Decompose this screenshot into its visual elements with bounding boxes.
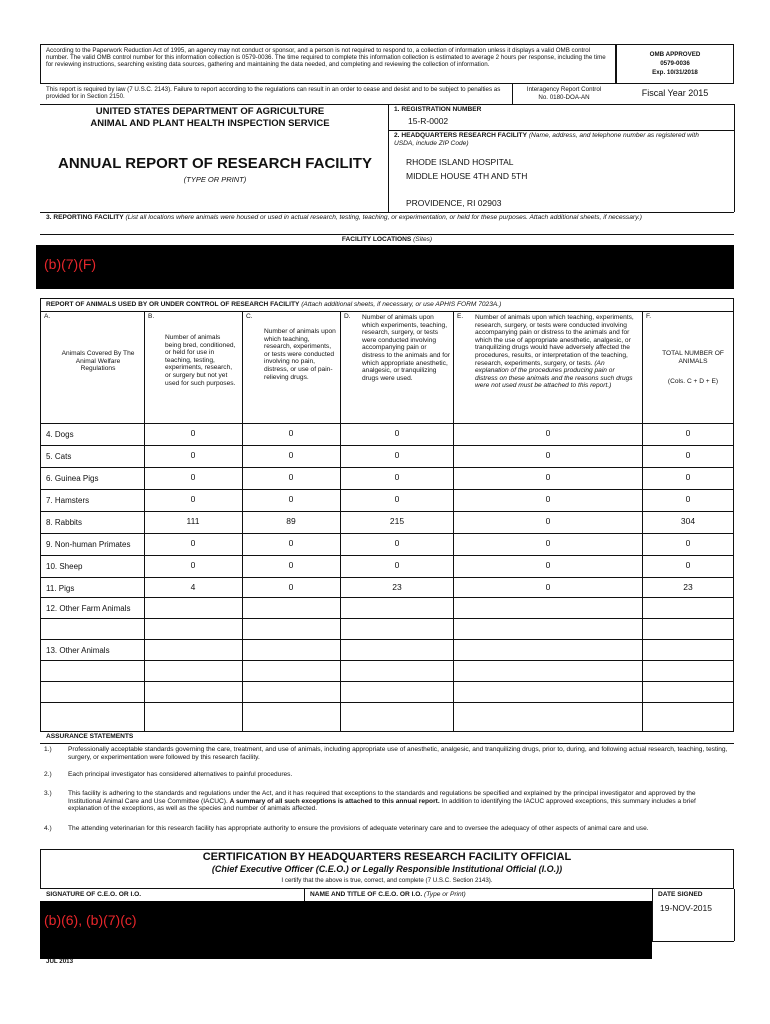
divider bbox=[40, 660, 734, 661]
law-notice: This report is required by law (7 U.S.C. 2143). Failure to report according to the regulations can result in an order to cease and desist and to be subject to penalties as provided for in Section 2150. bbox=[46, 86, 501, 101]
row-label: 7. Hamsters bbox=[46, 496, 90, 505]
col-f-formula: (Cols. C + D + E) bbox=[667, 378, 719, 385]
col-d-letter: D. bbox=[344, 313, 351, 320]
row-label: 6. Guinea Pigs bbox=[46, 474, 99, 483]
col-b-header: Number of animals being bred, conditioned, or held for use in teaching, testing, experiments, research, or surgery but not yet used for such purposes. bbox=[165, 334, 236, 387]
col-e-header bbox=[475, 314, 639, 390]
divider bbox=[40, 681, 734, 682]
cell-col-f: 23 bbox=[683, 582, 693, 592]
redaction-code: (b)(6), (b)(7)(c) bbox=[44, 912, 137, 928]
name-title-label bbox=[310, 891, 466, 899]
cell-col-b: 0 bbox=[190, 494, 196, 504]
cell-col-f: 0 bbox=[685, 450, 691, 460]
omb-number: 0579-0036 bbox=[660, 60, 690, 67]
divider bbox=[40, 234, 734, 235]
cell-col-e: 0 bbox=[545, 472, 551, 482]
cell-col-e: 0 bbox=[545, 494, 551, 504]
divider bbox=[40, 445, 734, 446]
divider bbox=[40, 555, 734, 556]
omb-title: OMB APPROVED bbox=[649, 51, 701, 58]
cell-col-d: 0 bbox=[394, 538, 400, 548]
redacted-signature bbox=[40, 901, 652, 959]
divider bbox=[40, 702, 734, 703]
name-title-label-main: NAME AND TITLE OF C.E.O. OR I.O. bbox=[310, 891, 423, 898]
divider bbox=[734, 889, 735, 941]
divider bbox=[144, 311, 145, 732]
animal-report-label: REPORT OF ANIMALS USED BY OR UNDER CONTROL OF RESEARCH FACILITY bbox=[46, 301, 300, 308]
animal-report-title bbox=[46, 301, 726, 309]
assurance-num-3: 3.) bbox=[44, 790, 52, 797]
assurance-text-1: Professionally acceptable standards governing the care, treatment, and use of animals, including appropriate use of anesthetic, analgesic, and tranquilizing drugs, prior to, during, and following actual research, teaching, testing, surgery, or experimentation were followed by this research facility. bbox=[68, 746, 728, 761]
col-a-header: Animals Covered By The Animal Welfare Regulations bbox=[61, 350, 135, 373]
divider bbox=[40, 597, 734, 598]
cell-col-b: 0 bbox=[190, 472, 196, 482]
date-signed-value: 19-NOV-2015 bbox=[660, 903, 712, 913]
registration-label: 1. REGISTRATION NUMBER bbox=[394, 106, 482, 113]
col-a-letter: A. bbox=[44, 313, 51, 320]
certification-statement: I certify that the above is true, correct, and complete (7 U.S.C. Section 2143). bbox=[281, 877, 493, 884]
col-c-header: Number of animals upon which teaching, research, experiments, or tests were conducted involving no pain, distress, or use of pain-relieving drugs. bbox=[264, 328, 336, 381]
cell-col-f: 0 bbox=[685, 560, 691, 570]
divider bbox=[388, 104, 389, 212]
col-e-note: (An explanation of the procedures producing pain or distress on these animals and the reasons such drugs were not used must be attached to this report.) bbox=[475, 359, 633, 390]
assurance-num-1: 1.) bbox=[44, 746, 52, 753]
divider bbox=[40, 467, 734, 468]
hq-name: RHODE ISLAND HOSPITAL bbox=[406, 157, 514, 167]
col-f-header: TOTAL NUMBER OF ANIMALS bbox=[662, 350, 724, 365]
cell-col-c: 0 bbox=[288, 494, 294, 504]
divider bbox=[40, 511, 734, 512]
cell-col-c: 89 bbox=[286, 516, 296, 526]
sites-label-note: (Sites) bbox=[411, 236, 433, 243]
cell-col-e: 0 bbox=[545, 450, 551, 460]
cell-col-e: 0 bbox=[545, 560, 551, 570]
cell-col-d: 0 bbox=[394, 428, 400, 438]
cell-col-f: 0 bbox=[685, 538, 691, 548]
interagency-number: No. 0180-DOA-AN bbox=[538, 94, 590, 101]
divider bbox=[40, 104, 734, 105]
cell-col-d: 23 bbox=[392, 582, 402, 592]
assurance-text-3c: In addition to identifying the IACUC approved exceptions, this summary includes a brief explanation of the exceptions, as well as the species and number of animals affected. bbox=[68, 797, 696, 813]
divider bbox=[453, 311, 454, 732]
registration-number: 15-R-0002 bbox=[408, 116, 449, 126]
agency-name: UNITED STATES DEPARTMENT OF AGRICULTURE bbox=[95, 106, 325, 117]
cell-col-e: 0 bbox=[545, 582, 551, 592]
reporting-facility-label bbox=[46, 214, 730, 222]
row-label: 13. Other Animals bbox=[46, 646, 110, 655]
divider bbox=[40, 743, 734, 744]
cell-col-b: 0 bbox=[190, 560, 196, 570]
redaction-code: (b)(7)(F) bbox=[44, 256, 97, 272]
cell-col-d: 215 bbox=[389, 516, 405, 526]
cell-col-d: 0 bbox=[394, 472, 400, 482]
cell-col-b: 0 bbox=[190, 428, 196, 438]
divider bbox=[652, 941, 734, 942]
assurance-text-3 bbox=[68, 790, 728, 813]
cell-col-c: 0 bbox=[288, 450, 294, 460]
col-e-letter: E. bbox=[457, 313, 464, 320]
reporting-label-main: 3. REPORTING FACILITY bbox=[46, 214, 124, 221]
sites-label: FACILITY LOCATIONS bbox=[341, 236, 412, 243]
redacted-facility-locations bbox=[36, 245, 734, 289]
omb-expiration: Exp. 10/31/2018 bbox=[652, 69, 698, 76]
facility-locations-label bbox=[40, 236, 734, 244]
interagency-label: Interagency Report Control bbox=[526, 86, 602, 93]
cell-col-b: 0 bbox=[190, 450, 196, 460]
cell-col-c: 0 bbox=[288, 428, 294, 438]
cell-col-b: 4 bbox=[190, 582, 196, 592]
certification-title: CERTIFICATION BY HEADQUARTERS RESEARCH FACILITY OFFICIAL bbox=[202, 851, 572, 863]
assurance-text-2: Each principal investigator has considered alternatives to painful procedures. bbox=[68, 771, 293, 778]
cell-col-c: 0 bbox=[288, 538, 294, 548]
assurance-num-4: 4.) bbox=[44, 825, 52, 832]
certification-subtitle: (Chief Executive Officer (C.E.O.) or Legally Responsible Institutional Official (I.O.)) bbox=[211, 864, 563, 874]
cell-col-f: 304 bbox=[680, 516, 696, 526]
divider bbox=[734, 104, 735, 212]
col-e-text: Number of animals upon which teaching, experiments, research, surgery, or tests were conducted involving accompanying pain or distress to the animals and for which the use of appropriate anesthetic, analgesic, or tranquilizing drugs would have adversely affected the procedures, results, or interpretation of the teaching, research, experiments, surgery, or tests. bbox=[475, 314, 634, 367]
hq-city: PROVIDENCE, RI 02903 bbox=[406, 198, 502, 208]
hq-address: MIDDLE HOUSE 4TH AND 5TH bbox=[406, 171, 528, 181]
cell-col-c: 0 bbox=[288, 560, 294, 570]
cell-col-b: 0 bbox=[190, 538, 196, 548]
row-label: 5. Cats bbox=[46, 452, 72, 461]
name-title-label-note: (Type or Print) bbox=[422, 891, 466, 898]
row-label: 10. Sheep bbox=[46, 562, 83, 571]
divider bbox=[642, 311, 643, 732]
fiscal-year: Fiscal Year 2015 bbox=[641, 88, 709, 98]
divider bbox=[304, 889, 305, 901]
cell-col-d: 0 bbox=[394, 450, 400, 460]
assurance-text-4: The attending veterinarian for this research facility has appropriate authority to ensure the provisions of adequate veterinary care and to oversee the adequacy of other aspects of animal care and use. bbox=[68, 825, 649, 832]
divider bbox=[40, 639, 734, 640]
report-title: ANNUAL REPORT OF RESEARCH FACILITY bbox=[58, 155, 372, 172]
cell-col-e: 0 bbox=[545, 428, 551, 438]
row-label: 11. Pigs bbox=[46, 584, 75, 593]
agency-service: ANIMAL AND PLANT HEALTH INSPECTION SERVICE bbox=[90, 118, 330, 129]
cell-col-d: 0 bbox=[394, 560, 400, 570]
form-date: JUL 2013 bbox=[46, 958, 74, 965]
divider bbox=[340, 311, 341, 732]
col-d-header: Number of animals upon which experiments, teaching, research, surgery, or tests were conducted involving accompanying pain or distress to the animals and for which appropriate anesthetic, analgesic, or tranquilizing drugs were used. bbox=[362, 314, 450, 382]
row-label: 12. Other Farm Animals bbox=[46, 604, 131, 613]
type-or-print: (TYPE OR PRINT) bbox=[183, 175, 247, 184]
hq-label-main: 2. HEADQUARTERS RESEARCH FACILITY bbox=[394, 132, 527, 139]
cell-col-c: 0 bbox=[288, 472, 294, 482]
divider bbox=[40, 212, 734, 213]
col-c-letter: C. bbox=[246, 313, 253, 320]
assurance-text-3a: This facility is adhering to the standards and regulations under the Act, and it has required that exceptions to the standards and regulations be specified and explained by the principal investigator and approved by the Institutional Animal Care and Use Committee (IACUC). bbox=[68, 790, 696, 805]
paperwork-notice: According to the Paperwork Reduction Act of 1995, an agency may not conduct or sponsor, and a person is not required to respond to, a collection of information unless it displays a valid OMB control number. The valid OMB control number for this information collection is 0579-0036. The time required to complete this information collection is estimated to average 2 hours per response, including the time for reviewing instructions, searching existing data sources, gathering and maintaining the data needed, and completing and reviewing the collection of information. bbox=[46, 47, 606, 69]
divider bbox=[40, 423, 734, 424]
row-label: 8. Rabbits bbox=[46, 518, 83, 527]
divider bbox=[40, 618, 734, 619]
hq-label-note: (Name, address, and telephone number as registered with USDA, include ZIP Code) bbox=[394, 132, 699, 147]
cell-col-e: 0 bbox=[545, 538, 551, 548]
signature-label: SIGNATURE OF C.E.O. OR I.O. bbox=[46, 891, 142, 898]
cell-col-f: 0 bbox=[685, 472, 691, 482]
cell-col-b: 111 bbox=[186, 516, 200, 526]
divider bbox=[40, 533, 734, 534]
assurance-title: ASSURANCE STATEMENTS bbox=[46, 733, 134, 740]
col-b-letter: B. bbox=[148, 313, 155, 320]
divider bbox=[242, 311, 243, 732]
hq-label bbox=[394, 132, 714, 147]
date-signed-label: DATE SIGNED bbox=[658, 891, 703, 898]
assurance-num-2: 2.) bbox=[44, 771, 52, 778]
cell-col-f: 0 bbox=[685, 494, 691, 504]
col-f-letter: F. bbox=[646, 313, 652, 320]
cell-col-d: 0 bbox=[394, 494, 400, 504]
cell-col-f: 0 bbox=[685, 428, 691, 438]
divider bbox=[388, 130, 734, 131]
reporting-label-note: (List all locations where animals were housed or used in actual research, testing, teaching, or experimentation, or held for these purposes. Attach additional sheets, if necessary.) bbox=[123, 214, 642, 221]
row-label: 9. Non-human Primates bbox=[46, 540, 131, 549]
cell-col-c: 0 bbox=[288, 582, 294, 592]
row-label: 4. Dogs bbox=[46, 430, 74, 439]
divider bbox=[40, 489, 734, 490]
divider bbox=[40, 577, 734, 578]
divider bbox=[652, 889, 653, 941]
animal-report-note: (Attach additional sheets, if necessary, or use APHIS FORM 7023A.) bbox=[299, 301, 502, 308]
assurance-text-3b: A summary of all such exceptions is attached to this annual report. bbox=[229, 797, 440, 805]
cell-col-e: 0 bbox=[545, 516, 551, 526]
